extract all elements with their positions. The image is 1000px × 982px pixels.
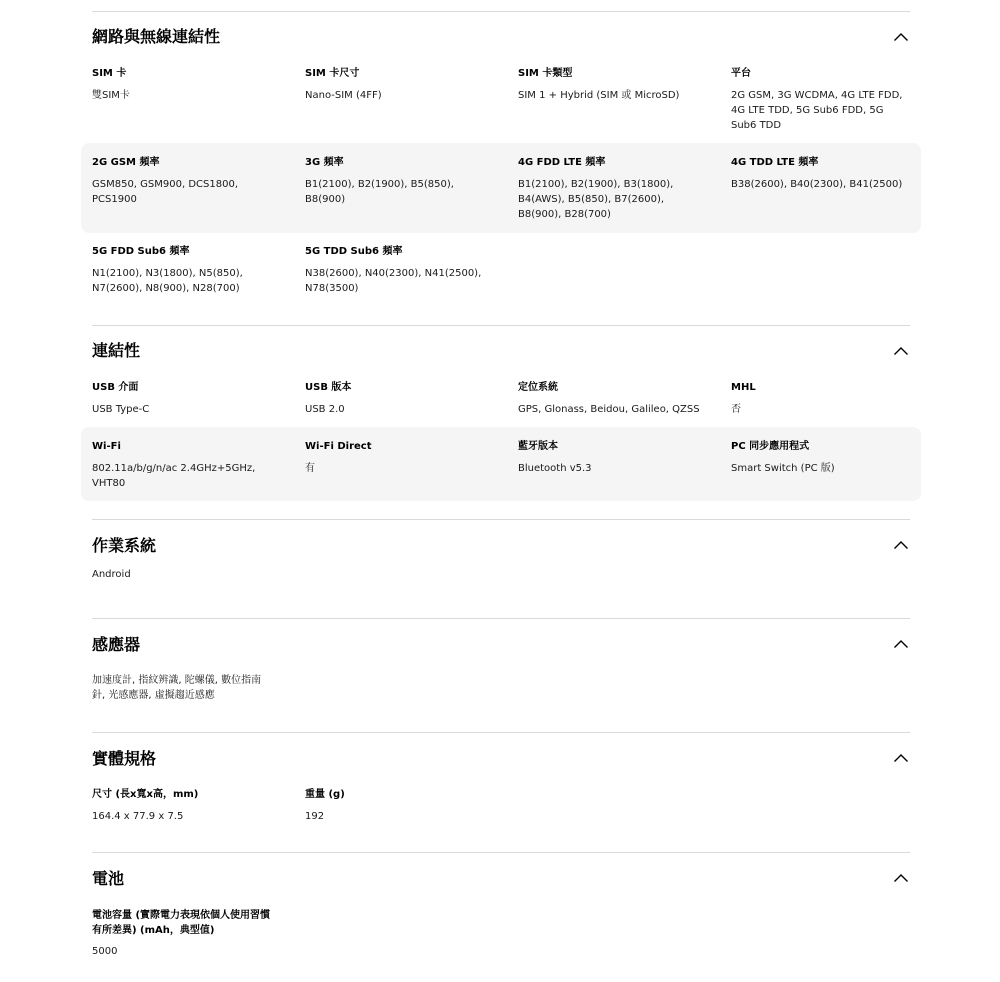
spec-label: Wi-Fi [92,441,121,452]
spec-value: Bluetooth v5.3 [518,463,592,474]
spec-value: 加速度計, 指紋辨識, 陀螺儀, 數位指南針, 光感應器, 虛擬趨近感應 [92,675,262,701]
chevron-up-icon[interactable] [893,639,909,649]
spec-value: N1(2100), N3(1800), N5(850), N7(2600), N8(900), N28(700) [92,268,243,294]
spec-label: 電池容量 (實際電力表現依個人使用習慣有所差異) (mAh，典型值) [92,910,271,936]
chevron-up-icon[interactable] [893,753,909,763]
spec-label: 藍牙版本 [518,441,558,452]
chevron-up-icon[interactable] [893,346,909,356]
section-title-network[interactable]: 網路與無線連結性 [92,27,221,46]
section-divider [92,519,910,520]
spec-value: 802.11a/b/g/n/ac 2.4GHz+5GHz, VHT80 [92,463,256,489]
spec-value: Nano-SIM (4FF) [305,90,382,101]
spec-row [81,780,921,830]
spec-item [305,381,495,417]
spec-row [81,58,921,138]
spec-item [731,381,911,417]
spec-value: USB Type-C [92,404,150,415]
spec-label: 重量 (g) [305,789,345,800]
spec-value: 5000 [92,946,118,957]
section-divider [92,852,910,853]
chevron-up-icon[interactable] [893,32,909,42]
spec-label: 4G TDD LTE 頻率 [731,157,819,168]
spec-label: 3G 頻率 [305,157,344,168]
spec-label: SIM 卡類型 [518,68,573,79]
spec-item [92,156,282,207]
section-title-sensors[interactable]: 感應器 [92,635,141,654]
spec-row [81,427,921,501]
spec-label: USB 版本 [305,382,352,393]
spec-value: B38(2600), B40(2300), B41(2500) [731,179,903,190]
spec-value: USB 2.0 [305,404,345,415]
spec-row [81,372,921,427]
spec-item [305,67,495,103]
spec-item [305,245,495,296]
spec-value: Android [92,569,131,580]
spec-label: SIM 卡尺寸 [305,68,360,79]
spec-label: USB 介面 [92,382,139,393]
spec-item [92,440,282,491]
spec-value: 192 [305,811,325,822]
spec-row [81,143,921,233]
spec-label: Wi-Fi Direct [305,441,372,452]
spec-item [731,440,911,476]
spec-value: GSM850, GSM900, DCS1800, PCS1900 [92,179,238,205]
spec-item [305,440,495,476]
spec-value: 2G GSM, 3G WCDMA, 4G LTE FDD, 4G LTE TDD, 5G Sub6 FDD, 5G Sub6 TDD [731,90,903,131]
spec-item [92,67,282,103]
spec-item [518,381,708,417]
spec-label: 平台 [731,68,751,79]
spec-label: 尺寸 (長x寬x高，mm) [92,789,199,800]
spec-item [305,788,495,824]
spec-value: GPS, Glonass, Beidou, Galileo, QZSS [518,404,700,415]
spec-value: Smart Switch (PC 版) [731,463,835,474]
spec-item [518,440,708,476]
spec-value: 164.4 x 77.9 x 7.5 [92,811,184,822]
spec-label: 4G FDD LTE 頻率 [518,157,606,168]
spec-value: N38(2600), N40(2300), N41(2500), N78(3500) [305,268,482,294]
section-divider [92,11,910,12]
spec-label: 定位系統 [518,382,558,393]
spec-item [731,67,909,133]
spec-value: 有 [305,463,315,474]
spec-label: MHL [731,382,756,393]
spec-item [518,67,708,103]
section-divider [92,325,910,326]
spec-item [518,156,708,222]
spec-label: PC 同步應用程式 [731,441,810,452]
spec-item [305,156,495,207]
spec-label: 2G GSM 頻率 [92,157,160,168]
spec-item [92,381,282,417]
spec-label: SIM 卡 [92,68,127,79]
spec-row [81,233,921,303]
spec-value: SIM 1 + Hybrid (SIM 或 MicroSD) [518,90,680,101]
spec-item [92,245,282,296]
spec-label: 5G TDD Sub6 頻率 [305,246,403,257]
spec-value: B1(2100), B2(1900), B5(850), B8(900) [305,179,454,205]
spec-item [92,908,272,959]
spec-item [92,788,282,824]
section-divider [92,618,910,619]
spec-label: 5G FDD Sub6 頻率 [92,246,190,257]
spec-value: 雙SIM卡 [92,90,130,101]
section-title-os[interactable]: 作業系統 [92,536,157,555]
section-divider [92,732,910,733]
spec-value: 否 [731,404,741,415]
section-title-connectivity[interactable]: 連結性 [92,341,141,360]
spec-item [731,156,911,192]
chevron-up-icon[interactable] [893,873,909,883]
spec-value: B1(2100), B2(1900), B3(1800), B4(AWS), B5(850), B7(2600), B8(900), B28(700) [518,179,674,220]
section-title-battery[interactable]: 電池 [92,869,125,888]
section-title-physical[interactable]: 實體規格 [92,749,157,768]
chevron-up-icon[interactable] [893,540,909,550]
